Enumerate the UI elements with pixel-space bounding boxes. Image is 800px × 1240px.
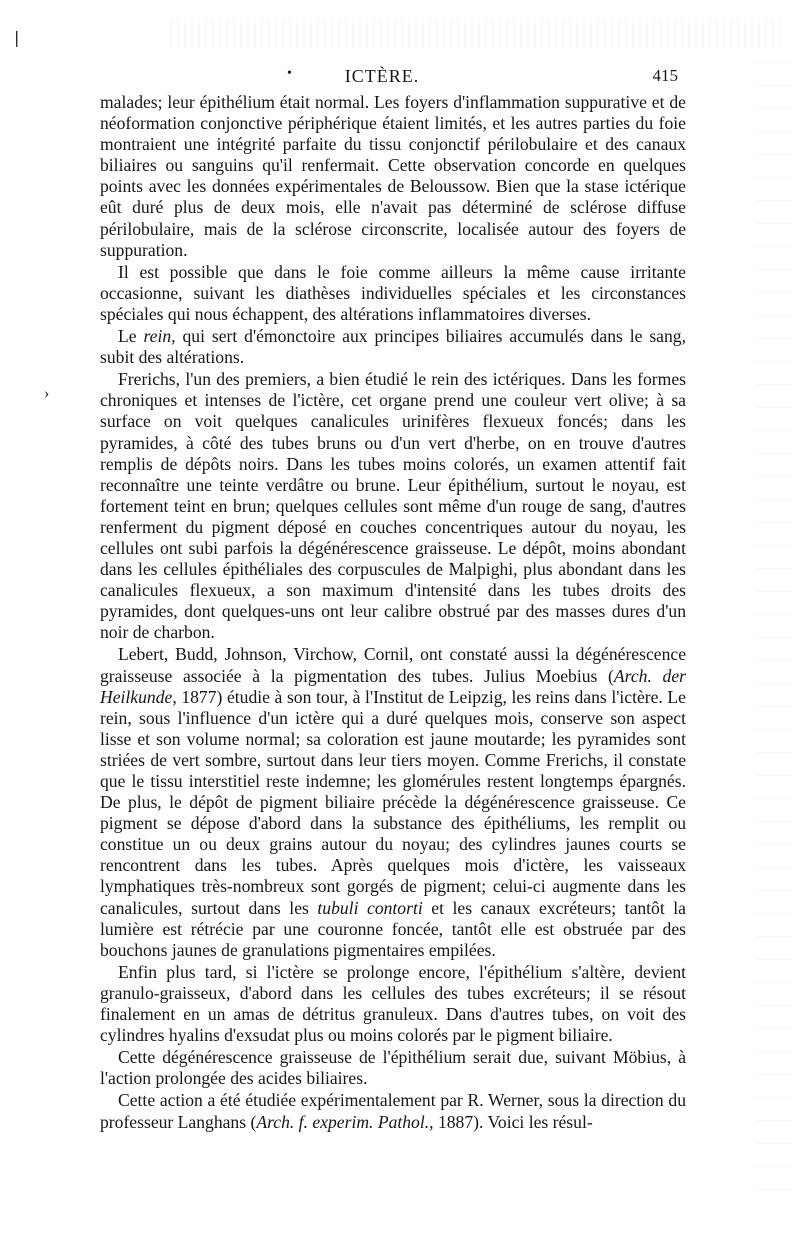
paragraph — [100, 262, 686, 325]
paragraph — [100, 644, 686, 960]
text-run: Cette dégénérescence graisseuse de l'épithélium serait due, suivant Möbius, à l'action prolongée des acides biliaires. — [100, 1047, 686, 1089]
italic-text: rein — [143, 326, 172, 347]
italic-text: Arch. f. experim. Pathol. — [256, 1111, 430, 1132]
text-run: et les canaux excréteurs; tantôt la lumière est rétrécie par une couronne foncée, tantôt elle est obstruée par des bouchons jaunes de granulations pigmentaires empilées. — [100, 897, 686, 960]
text-run: Frerichs, l'un des premiers, a bien étudié le rein des ictériques. Dans les formes chroniques et intenses de l'ictère, cet organe prend une couleur vert olive; à sa surface on voit quelques canalicules urinifères flexueux foncés; dans les pyramides, à côté des tubes bruns ou d'un vert d'herbe, on en trouve d'autres remplis de dépôts noirs. Dans les tubes moins colorés, un examen attentif fait reconnaître une teinte verdâtre ou brune. Leur épithélium, surtout le noyau, est fortement teint en brun; quelques cellules sont même d'un rouge de sang, d'autres renferment du pigment déposé en couches concentriques autour du noyau, les cellules ont subi parfois la dégénérescence graisseuse. Le dépôt, moins abondant dans les cellules épithéliales des corpuscules de Malpighi, plus abondant dans les canalicules flexueux, a son maximum d'intensité dans les tubes droits des pyramides, dont quelques-uns ont leur calibre obstrué par des masses dures d'un noir de charbon. — [100, 369, 686, 643]
paragraph — [100, 962, 686, 1046]
page-title: ICTÈRE. — [344, 66, 420, 86]
running-head — [92, 66, 678, 90]
text-run: malades; leur épithélium était normal. Les foyers d'inflammation suppurative et de néoformation conjonctive périphérique étaient limités, et les autres parties du foie montraient une intégrité parfaite du tissu conjonctif périlobulaire et des canaux biliaires ou sanguins qu'il renfermait. Cette observation concorde en quelques points avec les données expérimentales de Beloussow. Bien que la stase ictérique eût duré plus de deux mois, elle n'avait pas déterminé de sclérose diffuse périlobulaire, mais de la sclérose circonscrite, localisée autour des foyers de suppuration. — [100, 92, 686, 260]
text-run: Il est possible que dans le foie comme ailleurs la même cause irritante occasionne, suivant les diathèses individuelles spéciales et les circonstances spéciales qui nous échappent, des altérations inflammatoires diverses. — [100, 261, 686, 324]
text-run: , 1887). Voici les résul- — [429, 1111, 593, 1132]
page-number: 415 — [652, 66, 678, 85]
italic-text: tubuli contorti — [317, 897, 423, 918]
scan-artifact-top — [170, 18, 780, 48]
text-run: Le — [118, 326, 144, 347]
paragraph — [100, 369, 686, 643]
header-dot: • — [287, 66, 292, 81]
margin-mark-top-left: ❘ — [10, 30, 24, 47]
margin-mark-left: › — [44, 385, 50, 402]
body-text — [100, 92, 686, 1133]
paragraph — [100, 92, 686, 261]
scan-artifact-right-margin — [756, 40, 794, 1190]
italic-text: Arch. der Heilkunde — [100, 665, 687, 707]
paragraph — [100, 326, 686, 368]
paragraph — [100, 1047, 686, 1089]
text-run: , qui sert d'émonctoire aux principes biliaires accumulés dans le sang, subit des altérations. — [100, 326, 686, 368]
text-run: Lebert, Budd, Johnson, Virchow, Cornil, ont constaté aussi la dégénérescence graisseuse associée à la pigmentation des tubes. Julius Moebius ( — [100, 644, 686, 686]
paragraph — [100, 1090, 686, 1132]
text-run: Cette action a été étudiée expérimentalement par R. Werner, sous la direction du professeur Langhans ( — [100, 1090, 686, 1132]
text-run: , 1877) étudie à son tour, à l'Institut de Leipzig, les reins dans l'ictère. Le rein, sous l'influence d'un ictère qui a duré quelques mois, conserve son aspect lisse et son volume normal; sa coloration est jaune moutarde; les pyramides sont striées de vert sombre, surtout dans leur tiers moyen. Comme Frerichs, il constate que le tissu interstitiel reste indemne; les glomérules restent longtemps épargnés. De plus, le dépôt de pigment biliaire précède la dégénérescence graisseuse. Ce pigment se dépose d'abord dans la substance des épithéliums, les remplit ou constitue un ou deux grains autour du noyau; des cylindres jaunes courts se rencontrent dans les tubes. Après quelques mois d'ictère, les vaisseaux lymphatiques très-nombreux sont gorgés de pigment; celui-ci augmente dans les canalicules, surtout dans les — [100, 686, 686, 918]
text-run: Enfin plus tard, si l'ictère se prolonge encore, l'épithélium s'altère, devient granulo-graisseux, d'abord dans les cellules des tubes excréteurs; il se résout finalement en un amas de détritus granuleux. Dans d'autres tubes, on voit des cylindres hyalins d'exsudat plus ou moins colorés par le pigment biliaire. — [100, 961, 686, 1046]
